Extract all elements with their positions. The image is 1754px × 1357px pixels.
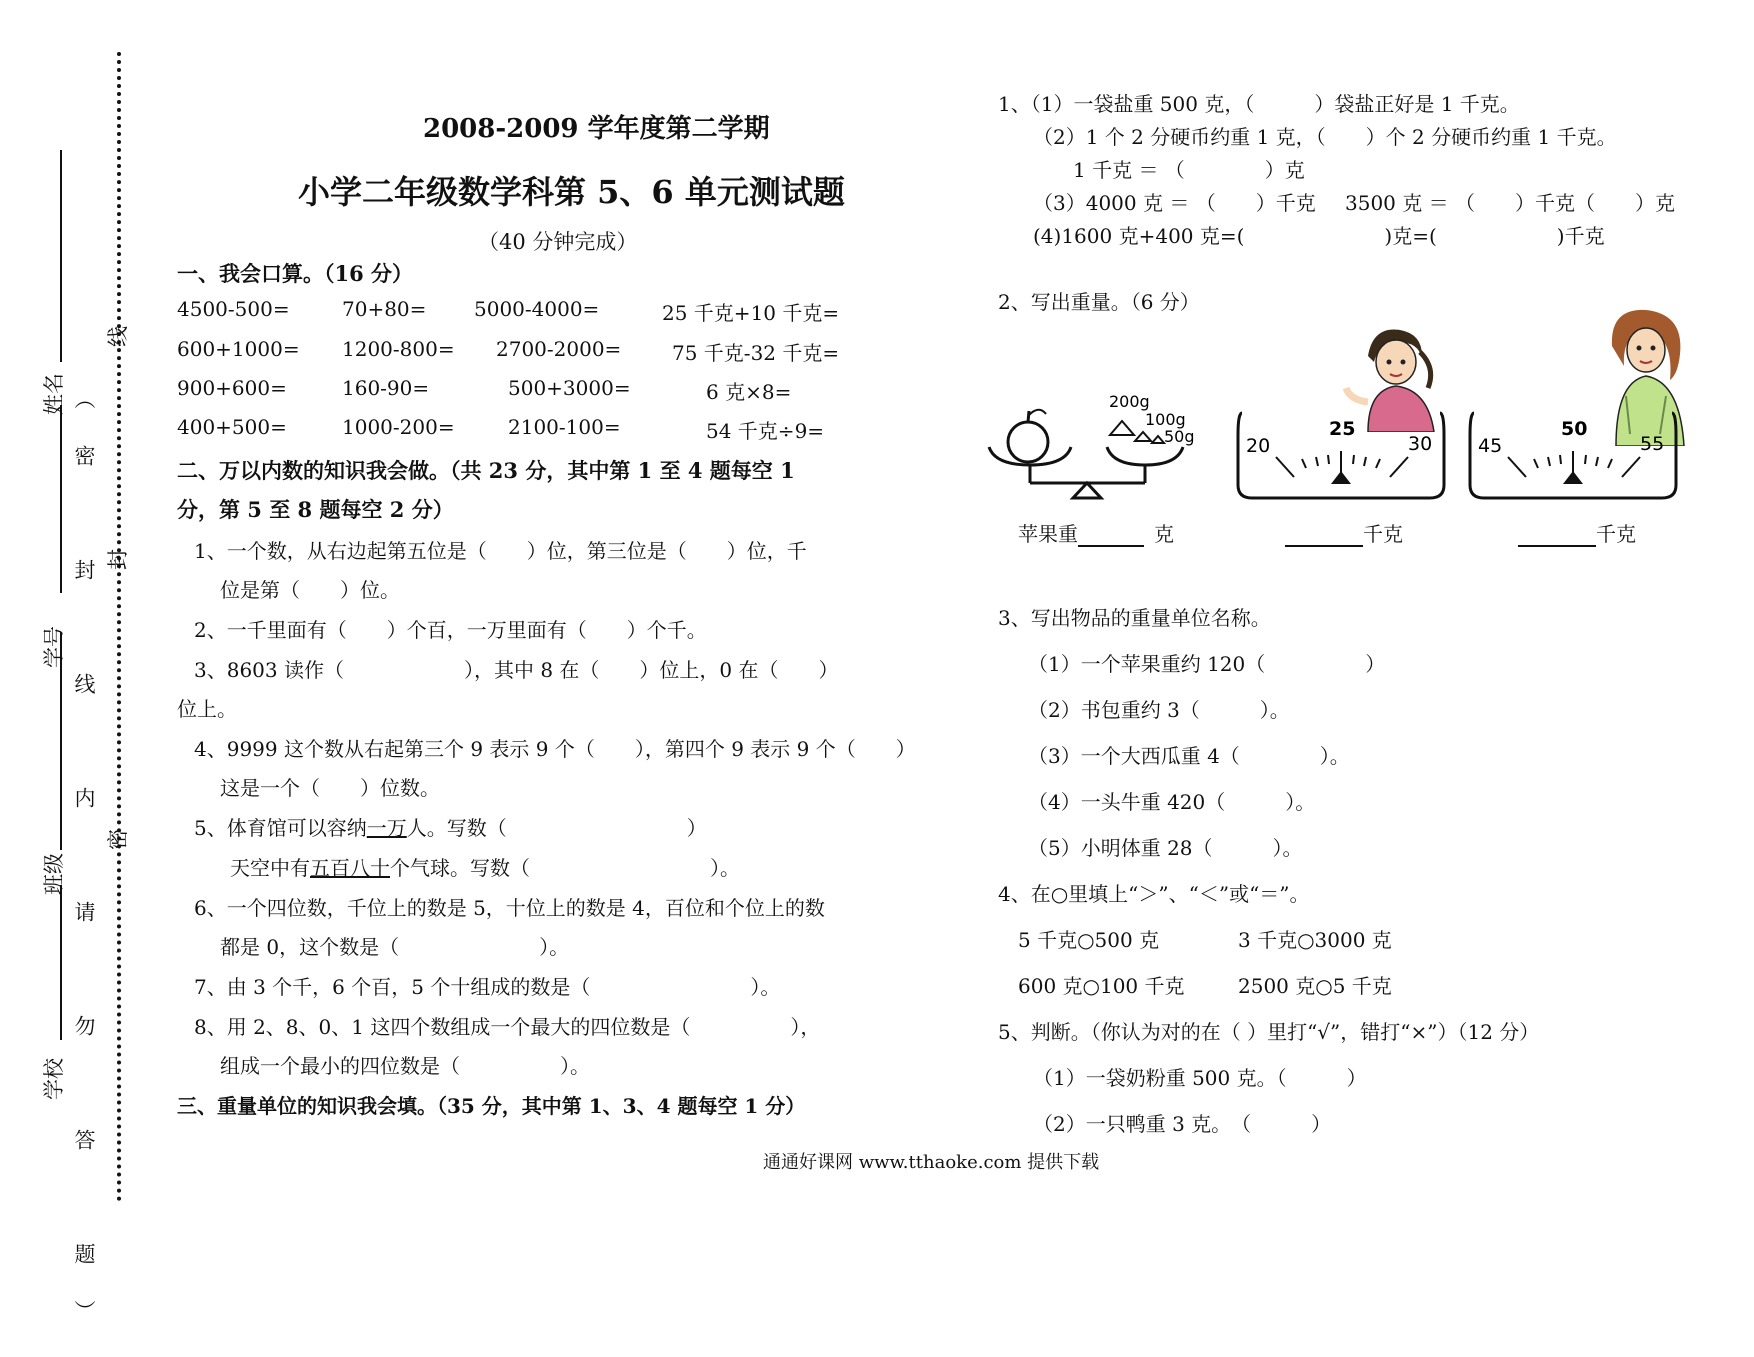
girl1-arm <box>1346 388 1368 402</box>
s2-q5b-post: 个气球。写数（ ）。 <box>390 856 740 880</box>
s3-q1-4a: （3）4000 克 ＝ （ ）千克 <box>1033 191 1316 215</box>
s3-q4-item-1: 5 千克○500 克 <box>1018 928 1160 952</box>
weight-50g-icon <box>1152 436 1164 443</box>
calc-r4c1: 400+500= <box>177 415 287 439</box>
calc-r3c2: 160-90= <box>342 376 430 400</box>
s3-q4-item-2: 3 千克○3000 克 <box>1238 928 1392 952</box>
s3-q4-item-4: 2500 克○5 千克 <box>1238 974 1392 998</box>
woman-face <box>1627 328 1665 372</box>
scale1-answer-blank <box>1285 525 1363 547</box>
weight-50g-label: 50g <box>1164 427 1195 446</box>
s2-q5-line1 <box>194 812 707 841</box>
s2-q4-line2: 这是一个（ ）位数。 <box>220 776 440 800</box>
s3-q3: 3、写出物品的重量单位名称。 <box>998 606 1271 630</box>
calc-r1c1: 4500-500= <box>177 297 290 321</box>
s3-q1-2: （2）1 个 2 分硬币约重 1 克，（ ）个 2 分硬币约重 1 千克。 <box>1033 125 1617 149</box>
s3-q3-item-4: （4）一头牛重 420（ ）。 <box>1028 790 1316 814</box>
binding-mi: 密 <box>106 829 130 850</box>
binding-dotted-line <box>117 52 121 1202</box>
s2-q3-line1: 3、8603 读作（ ），其中 8 在（ ）位上，0 在（ ） <box>194 658 839 682</box>
s2-q8-line1: 8、用 2、8、0、1 这四个数组成一个最大的四位数是（ ）， <box>194 1015 821 1039</box>
scale2-answer <box>1518 518 1636 547</box>
s3-q3-item-2: （2）书包重约 3（ ）。 <box>1028 698 1290 722</box>
section1-heading: 一、我会口算。（16 分） <box>177 261 414 286</box>
s2-q6-line1: 6、一个四位数，千位上的数是 5，十位上的数是 4，百位和个位上的数 <box>194 896 825 920</box>
scale1-low: 20 <box>1246 435 1271 457</box>
s3-q4: 4、在○里填上“＞”、“＜”或“＝”。 <box>998 882 1310 906</box>
binding-feng: 封 <box>106 549 130 570</box>
s3-q1-3: 1 千克 ＝ （ ）克 <box>1073 158 1305 182</box>
binding-xian: 线 <box>106 326 130 347</box>
apple-answer <box>1018 518 1174 547</box>
student-no-label: 学号 <box>42 626 66 668</box>
scale2-high: 55 <box>1640 433 1665 455</box>
exam-title: 小学二年级数学科第 5、6 单元测试题 <box>298 173 845 211</box>
scale2-value: 50 <box>1561 418 1588 440</box>
school-label: 学校 <box>42 1058 66 1100</box>
s3-q3-item-3: （3）一个大西瓜重 4（ ）。 <box>1028 744 1350 768</box>
calc-r4c2: 1000-200= <box>342 415 455 439</box>
s2-q5-underlined: 一万 <box>366 816 407 840</box>
scale2-pointer <box>1563 471 1583 484</box>
s2-q5-line2 <box>230 852 740 881</box>
name-label: 姓名 <box>42 373 66 415</box>
scale-dial-2 <box>1468 405 1678 502</box>
balance-scale-figure <box>985 385 1215 510</box>
seal-notice: （密 封 线 内 请 勿 答 题） <box>72 388 96 1357</box>
weight-200g-label: 200g <box>1109 392 1150 411</box>
scale2-low: 45 <box>1478 435 1503 457</box>
s2-q8-line2: 组成一个最小的四位数是（ ）。 <box>220 1054 590 1078</box>
calc-r3c3: 500+3000= <box>508 376 631 400</box>
s2-q1-line1: 1、一个数，从右边起第五位是（ ）位，第三位是（ ）位，千 <box>194 539 807 563</box>
scale2-answer-unit: 千克 <box>1596 522 1636 546</box>
s2-q5-post: 人。写数（ ） <box>406 816 707 840</box>
s3-q4-item-3: 600 克○100 千克 <box>1018 974 1185 998</box>
s2-q5-pre: 5、体育馆可以容纳 <box>194 816 367 840</box>
section2-heading-2: 分，第 5 至 8 题每空 2 分） <box>177 497 454 522</box>
s3-q5-item-1: （1）一袋奶粉重 500 克。（ ） <box>1033 1066 1367 1090</box>
calc-r2c2: 1200-800= <box>342 337 455 361</box>
section2-heading-1: 二、万以内数的知识我会做。（共 23 分，其中第 1 至 4 题每空 1 <box>177 458 795 483</box>
school-underline <box>60 885 62 1040</box>
s3-q3-item-5: （5）小明体重 28（ ）。 <box>1028 836 1303 860</box>
s2-q7: 7、由 3 个千，6 个百，5 个十组成的数是（ ）。 <box>194 975 781 999</box>
calc-r1c3: 5000-4000= <box>474 297 600 321</box>
scale1-pointer <box>1331 471 1351 484</box>
student-no-underline <box>60 405 62 593</box>
weight-200g-icon <box>1110 421 1134 435</box>
s2-q1-line2: 位是第（ ）位。 <box>220 578 400 602</box>
name-underline <box>60 150 62 362</box>
s3-q1-4b: 3500 克 ＝ （ ）千克（ ）克 <box>1345 191 1675 215</box>
apple-answer-unit: 克 <box>1154 522 1174 546</box>
calc-r4c3: 2100-100= <box>508 415 621 439</box>
calc-r1c2: 70+80= <box>342 297 427 321</box>
calc-r1c4: 25 千克+10 千克= <box>662 301 840 325</box>
page-footer: 通通好课网 www.tthaoke.com 提供下载 <box>763 1152 1100 1173</box>
scale1-answer <box>1285 518 1403 547</box>
scale1-high: 30 <box>1408 433 1433 455</box>
calc-r2c1: 600+1000= <box>177 337 300 361</box>
scale1-answer-unit: 千克 <box>1363 522 1403 546</box>
s2-q5b-underlined: 五百八十 <box>310 856 390 880</box>
balance-pivot <box>1073 483 1101 498</box>
s2-q2: 2、一千里面有（ ）个百，一万里面有（ ）个千。 <box>194 618 707 642</box>
s3-q5-item-2: （2）一只鸭重 3 克。 （ ） <box>1033 1112 1332 1136</box>
section3-heading: 三、重量单位的知识我会填。（35 分，其中第 1、3、4 题每空 1 分） <box>177 1094 806 1118</box>
weight-100g-icon <box>1135 432 1151 441</box>
s3-q2: 2、写出重量。（6 分） <box>998 290 1200 314</box>
calc-r2c3: 2700-2000= <box>496 337 622 361</box>
s2-q4-line1: 4、9999 这个数从右起第三个 9 表示 9 个（ ），第四个 9 表示 9 个（ ） <box>194 737 916 761</box>
calc-r2c4: 75 千克-32 千克= <box>672 341 840 365</box>
right-pan <box>1107 447 1183 465</box>
girl1-face <box>1376 340 1416 384</box>
apple-answer-blank <box>1078 525 1144 547</box>
girl1-ponytail <box>1420 352 1431 388</box>
exam-year: 2008-2009 学年度第二学期 <box>423 114 770 144</box>
exam-duration: （40 分钟完成） <box>478 230 638 254</box>
s2-q3-line2: 位上。 <box>177 697 237 721</box>
s2-q6-line2: 都是 0，这个数是（ ）。 <box>220 935 570 959</box>
s3-q1-1: 1、（1）一袋盐重 500 克，（ ）袋盐正好是 1 千克。 <box>998 92 1520 116</box>
s3-q1-5: (4)1600 克+400 克=( )克=( )千克 <box>1033 224 1605 248</box>
s2-q5b-pre: 天空中有 <box>230 856 310 880</box>
apple-icon <box>1008 410 1048 462</box>
calc-r3c1: 900+600= <box>177 376 287 400</box>
weight-100g-label: 100g <box>1145 410 1186 429</box>
calc-r4c4: 54 千克÷9= <box>706 419 825 443</box>
calc-r3c4: 6 克×8= <box>706 380 792 404</box>
s3-q5: 5、判断。（你认为对的在（ ）里打“√”，错打“×”）（12 分） <box>998 1020 1540 1044</box>
scale-dial-1 <box>1236 405 1446 502</box>
apple-answer-label: 苹果重 <box>1018 522 1078 546</box>
scale2-answer-blank <box>1518 525 1596 547</box>
s3-q3-item-1: （1）一个苹果重约 120（ ） <box>1028 652 1386 676</box>
scale1-value: 25 <box>1329 418 1356 440</box>
class-label: 班级 <box>42 853 66 895</box>
